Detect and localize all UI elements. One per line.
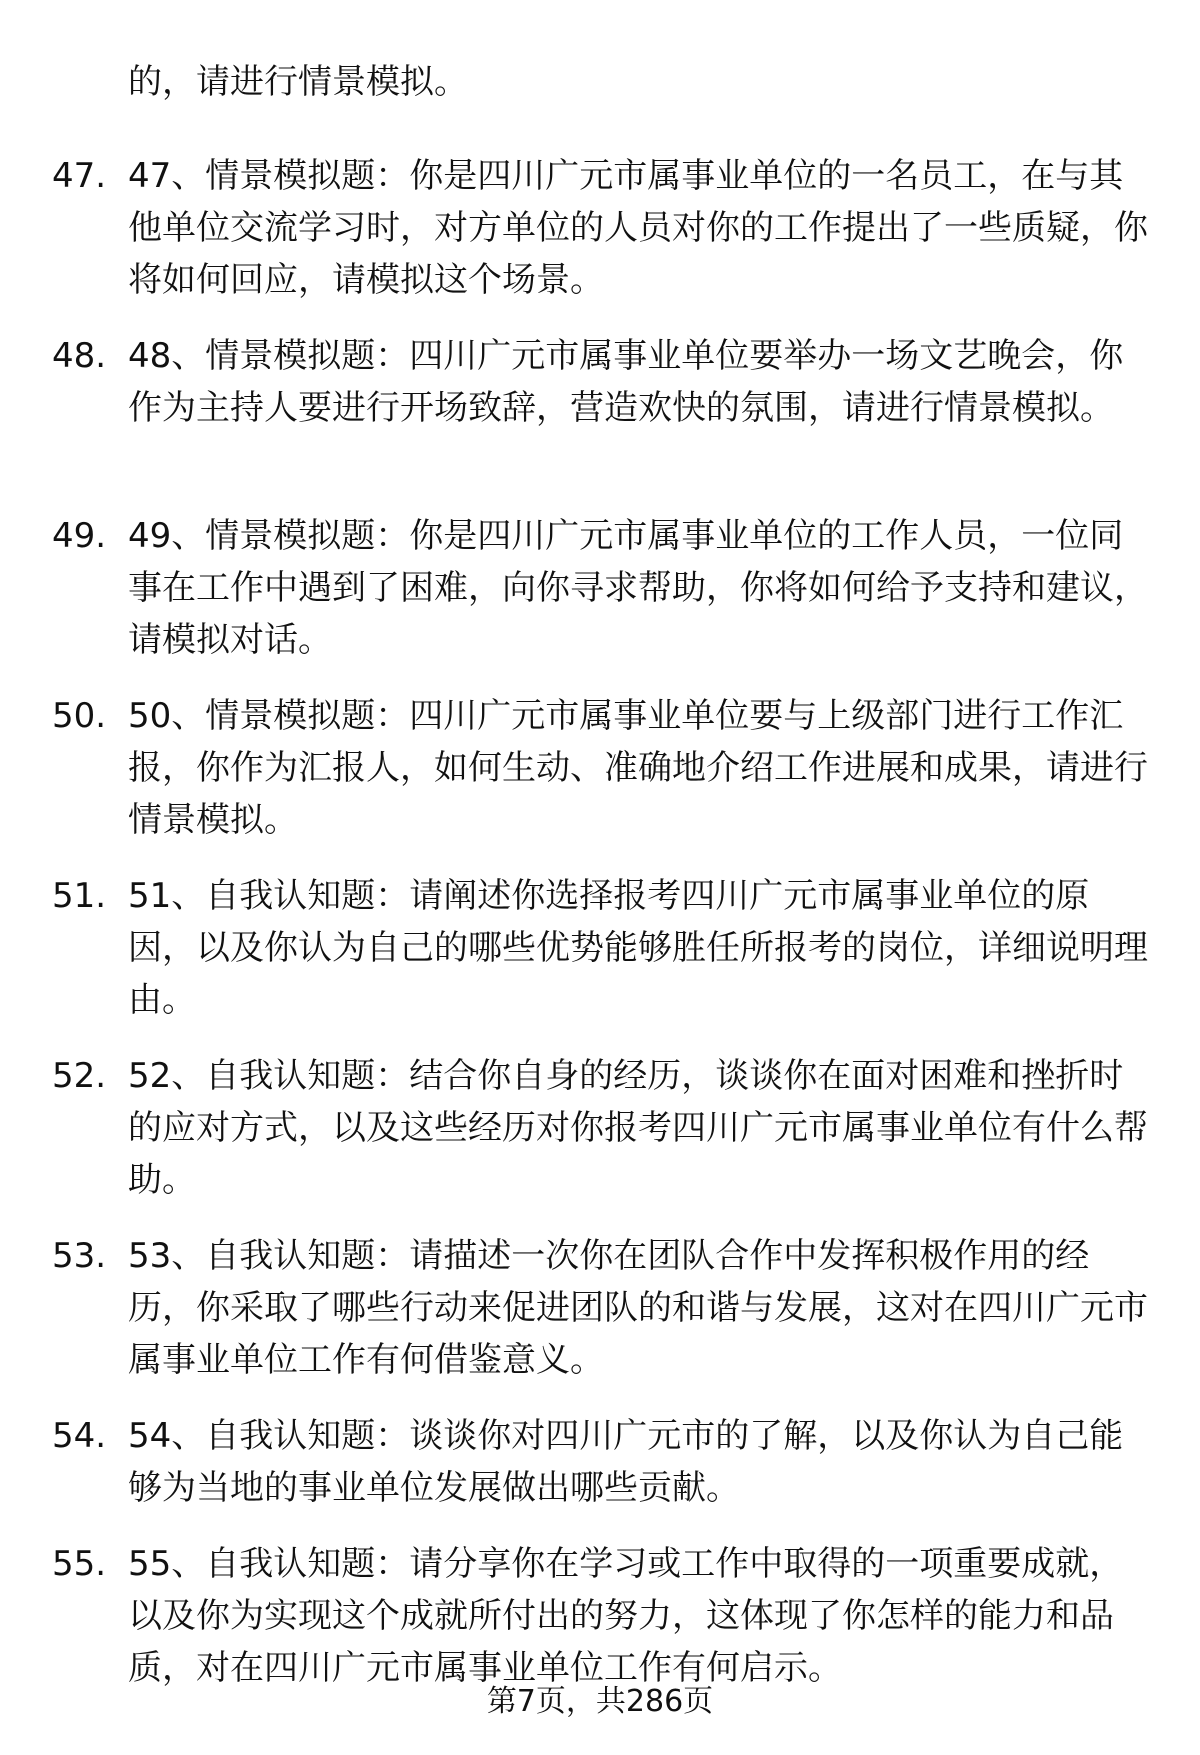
question-number: 55. [52, 1544, 107, 1584]
question-number: 53. [52, 1236, 107, 1276]
question-list [0, 150, 1200, 1718]
question-item-50 [0, 690, 1200, 870]
question-text: 49、情景模拟题：你是四川广元市属事业单位的工作人员，一位同事在工作中遇到了困难，向你寻求帮助，你将如何给予支持和建议，请模拟对话。 [128, 516, 1148, 660]
question-item-48 [0, 330, 1200, 510]
question-text: 55、自我认知题：请分享你在学习或工作中取得的一项重要成就，以及你为实现这个成就所付出的努力，这体现了你怎样的能力和品质，对在四川广元市属事业单位工作有何启示。 [128, 1544, 1124, 1688]
question-item-47 [0, 150, 1200, 330]
question-item-54 [0, 1410, 1200, 1538]
question-text: 53、自我认知题：请描述一次你在团队合作中发挥积极作用的经历，你采取了哪些行动来促进团队的和谐与发展，这对在四川广元市属事业单位工作有何借鉴意义。 [128, 1236, 1148, 1380]
question-text: 47、情景模拟题：你是四川广元市属事业单位的一名员工，在与其他单位交流学习时，对方单位的人员对你的工作提出了一些质疑，你将如何回应，请模拟这个场景。 [128, 156, 1148, 300]
question-number: 48. [52, 336, 107, 376]
question-item-53 [0, 1230, 1200, 1410]
question-item-51 [0, 870, 1200, 1050]
question-number: 54. [52, 1416, 107, 1456]
question-item-49 [0, 510, 1200, 690]
question-text: 51、自我认知题：请阐述你选择报考四川广元市属事业单位的原因，以及你认为自己的哪些优势能够胜任所报考的岗位，详细说明理由。 [128, 876, 1148, 1020]
question-text: 54、自我认知题：谈谈你对四川广元市的了解，以及你认为自己能够为当地的事业单位发展做出哪些贡献。 [128, 1416, 1124, 1508]
question-number: 47. [52, 156, 107, 196]
question-text: 52、自我认知题：结合你自身的经历，谈谈你在面对困难和挫折时的应对方式，以及这些经历对你报考四川广元市属事业单位有什么帮助。 [128, 1056, 1148, 1200]
question-number: 49. [52, 516, 107, 556]
question-text: 50、情景模拟题：四川广元市属事业单位要与上级部门进行工作汇报，你作为汇报人，如何生动、准确地介绍工作进展和成果，请进行情景模拟。 [128, 696, 1148, 840]
question-number: 52. [52, 1056, 107, 1096]
page-footer: 第7页，共286页 [486, 1684, 714, 1719]
question-number: 50. [52, 696, 107, 736]
continued-text-line: 的，请进行情景模拟。 [128, 62, 468, 102]
question-number: 51. [52, 876, 107, 916]
question-item-52 [0, 1050, 1200, 1230]
question-text: 48、情景模拟题：四川广元市属事业单位要举办一场文艺晚会，你作为主持人要进行开场致辞，营造欢快的氛围，请进行情景模拟。 [128, 336, 1124, 428]
